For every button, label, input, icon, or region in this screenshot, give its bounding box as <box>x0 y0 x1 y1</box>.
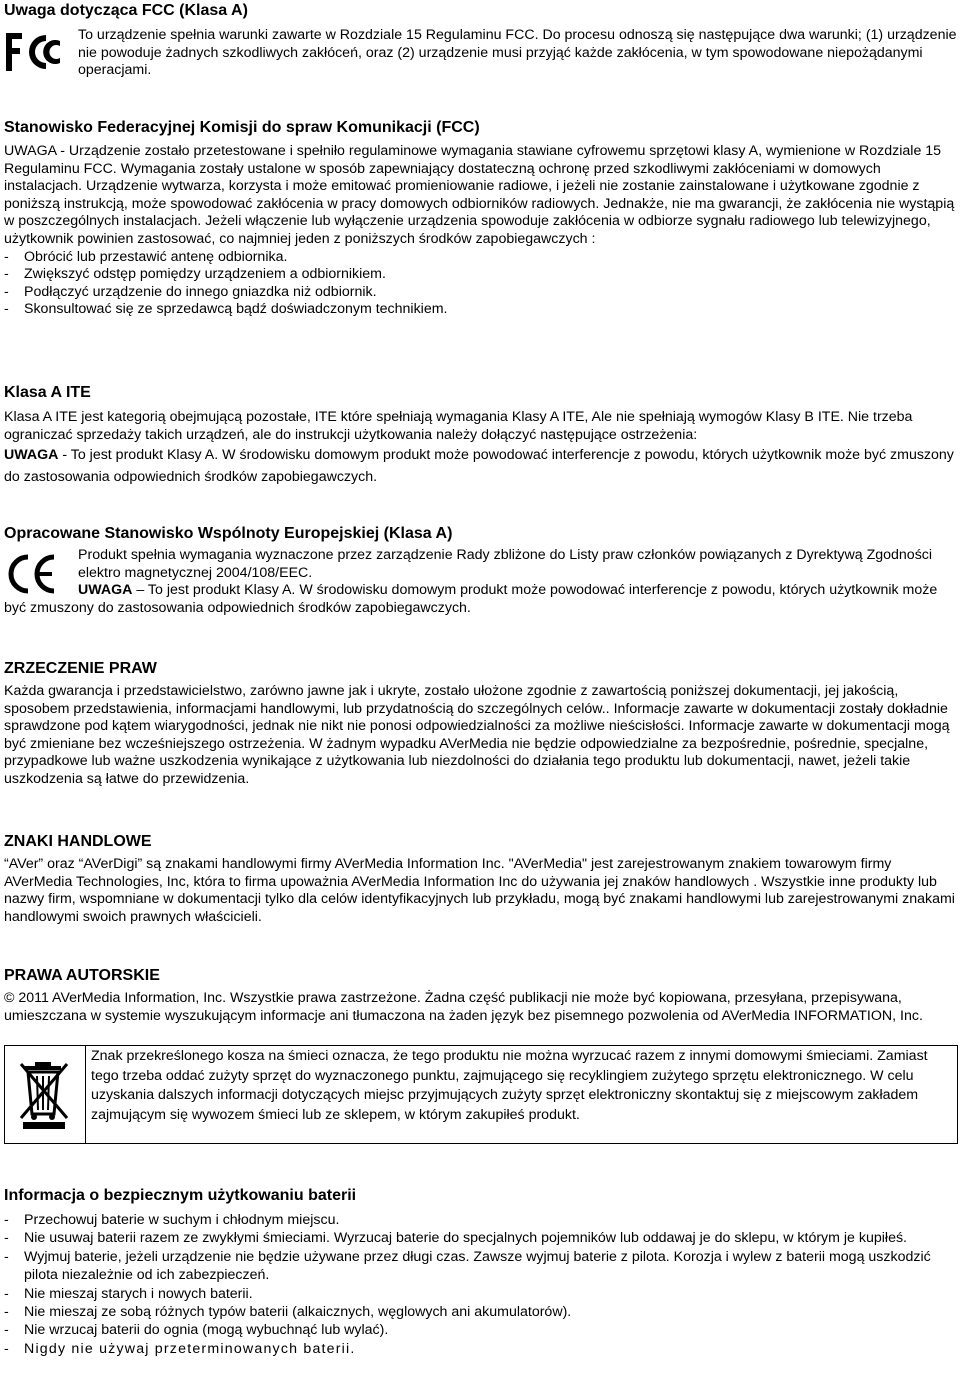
list-item: - Zwiększyć odstęp pomiędzy urządzeniem a odbiornikiem. <box>4 266 386 283</box>
class-a-ite-warning: UWAGA - To jest produkt Klasy A. W środowisku domowym produkt może powodować interferencje z powodu, których użytkownik może być zmuszony do zastosowania odpowiednich środków zapobiegawczych. <box>4 447 954 486</box>
copyright-heading: PRAWA AUTORSKIE <box>4 967 160 984</box>
list-item: - Obrócić lub przestawić antenę odbiornika. <box>4 248 288 265</box>
battery-section <box>4 1186 958 1358</box>
battery-heading: Informacja o bezpiecznym użytkowaniu baterii <box>4 1187 357 1204</box>
trademarks-heading: ZNAKI HANDLOWE <box>4 833 152 850</box>
weee-notice-box <box>4 1045 958 1144</box>
ce-statement-warning: UWAGA – To jest produkt Klasy A. W środowisku domowym produkt może powodować interferencje z powodu, których użytkownik może być zmuszony do zastosowania odpowiednich środków zapobiegawczych. <box>4 582 938 616</box>
ce-statement-text: Produkt spełnia wymagania wyznaczone przez zarządzenie Rady zbliżone do Listy praw członków powiązanych z Dyrektywą Zgodności elektro magnetycznej 2004/108/EEC. <box>78 547 933 581</box>
ce-mark-icon <box>6 554 58 594</box>
warning-label: UWAGA <box>78 582 133 599</box>
trademarks-text: “AVer” oraz “AVerDigi” są znakami handlowymi firmy AVerMedia Information Inc. "AVerMedia" jest zarejestrowanym znakiem towarowym firmy AVerMedia Technologies, Inc, która to firma upoważnia AVerMedia Information Inc do używania jej znaków handlowych . Wszystkie inne produkty lub nazwy firm, wspomniane w dokumentacji tylko dla celów identyfikacyjnych lub przykładu, mogą być znakami handlowymi lub zarejestrowanymi znakami handlowymi swoich prawnych właścicieli. <box>4 856 955 925</box>
fcc-measures-list <box>4 249 958 319</box>
list-item: - Przechowuj baterie w suchym i chłodnym miejscu. <box>4 1212 340 1228</box>
fcc-notice-section <box>4 1 958 80</box>
class-a-ite-text: Klasa A ITE jest kategorią obejmującą pozostałe, ITE które spełniają wymagania Klasy A ITE, Ale nie spełniają wymogów Klasy B ITE. Nie trzeba ograniczać sprzedaży takich urządzeń, ale do instrukcji użytkowania należy dołączyć następujące ostrzeżenia: <box>4 409 913 443</box>
fcc-statement-text: UWAGA - Urządzenie zostało przetestowane i spełniło regulaminowe wymagania stawiane cyfrowemu sprzętowi klasy A, wymienione w Rozdziale 15 Regulaminu FCC. Wymagania zostały ustalone w sposób zapewniający dostateczną ochronę przed szkodliwymi zakłóceniami w domowych instalacjach. Urządzenie wytwarza, korzysta i może emitować promieniowanie radiowe, i jeżeli nie zostanie zainstalowane i użytkowane zgodnie z poniższą instrukcją, może spowodować zakłócenia w pracy domowych odbiorników radiowych. Jednakże, nie ma gwarancji, że zakłócenia nie wystąpią w poszczególnych instalacjach. Jeżeli włączenie lub wyłączenie urządzenia spowoduje zakłócenia w odbiorze sygnału radiowego lub telewizyjnego, użytkownik powinien zastosować, co najmniej jeden z poniższych środków zapobiegawczych : <box>4 143 955 247</box>
warning-label: UWAGA <box>4 447 59 464</box>
copyright-section <box>4 966 958 1025</box>
class-a-ite-heading: Klasa A ITE <box>4 384 91 401</box>
crossed-bin-icon <box>17 1060 71 1130</box>
fcc-statement-heading: Stanowisko Federacyjnej Komisji do spraw Komunikacji (FCC) <box>4 119 480 136</box>
class-a-ite-section <box>4 383 958 488</box>
list-item: - Nie mieszaj ze sobą różnych typów baterii (alkaicznych, węglowych ani akumulatorów). <box>4 1304 572 1321</box>
list-item: - Nie mieszaj starych i nowych baterii. <box>4 1285 253 1302</box>
list-item: - Nie usuwaj baterii razem ze zwykłymi śmieciami. Wyrzucaj baterie do specjalnych pojemników lub oddawaj je do sklepu, w którym je kupiłeś. <box>4 1230 907 1247</box>
list-item: - Wyjmuj baterie, jeżeli urządzenie nie będzie używane przez długi czas. Zawsze wyjmuj baterie z pilota. Korozja i wylew z baterii mogą uszkodzić pilota niezależnie od ich zabezpieczeń. <box>4 1248 931 1284</box>
copyright-text: © 2011 AVerMedia Information, Inc. Wszystkie prawa zastrzeżone. Żadna część publikacji nie może być kopiowana, przesyłana, przepisywana, umieszczana w systemie wyszukującym informacje ani tłumaczona na żaden język bez pisemnego pozwolenia od AVerMedia INFORMATION, Inc. <box>4 990 923 1024</box>
list-item: - Podłączyć urządzenie do innego gniazdka niż odbiornik. <box>4 283 377 300</box>
fcc-logo-icon <box>4 31 62 73</box>
weee-notice-text: Znak przekreślonego kosza na śmieci oznacza, że tego produktu nie można wyrzucać razem z innymi domowymi śmieciami. Zamiast tego trzeba oddać zużyty sprzęt do wyznaczonego punktu, zajmującego się recyklingiem zużytego sprzętu elektronicznego. W celu uzyskania dalszych informacji dotyczących miejsc przyjmujących zużyty sprzęt elektroniczny skontaktuj się z miejscowym zakładem zajmującym się wywozem śmieci lub ze sklepem, w którym zakupiłeś produkt. <box>91 1048 928 1123</box>
fcc-notice-text: To urządzenie spełnia warunki zawarte w Rozdziale 15 Regulaminu FCC. Do procesu odnoszą się następujące dwa warunki; (1) urządzenie nie powoduje żadnych szkodliwych zakłóceń, oraz (2) urządzenie musi przyjąć każde zakłócenia, w tym spowodowane niepożądanymi operacjami. <box>78 27 957 79</box>
disclaimer-text: Każda gwarancja i przedstawicielstwo, zarówno jawne jak i ukryte, zostało ułożone zgodnie z zawartością poniższej dokumentacji, jej jakością, sposobem przedstawienia, informacjami handlowymi, lub przydatnością do szczególnych celów.. Informacje zawarte w dokumentacji zostały dokładnie sprawdzone pod kątem wiarygodności, jednak nie nikt nie ponosi odpowiedzialności za możliwe nieścisłości. Informacje zawarte w dokumentacji mogą być zmieniane bez wcześniejszego ostrzeżenia. W żadnym wypadku AVerMedia nie będzie odpowiedzialne za bezpośrednie, pośrednie, specjalne, przypadkowe lub ważne uszkodzenia wynikające z użytkowania lub niezdolności do działania tego produktu lub dokumentacji, nawet, jeżeli takie uszkodzenia są łatwe do przewidzenia. <box>4 683 950 787</box>
fcc-statement-section <box>4 118 958 319</box>
fcc-notice-heading: Uwaga dotycząca FCC (Klasa A) <box>4 2 248 19</box>
disclaimer-section <box>4 659 958 789</box>
ce-statement-heading: Opracowane Stanowisko Wspólnoty Europejskiej (Klasa A) <box>4 525 453 542</box>
weee-divider <box>85 1046 86 1143</box>
list-item: - Nigdy nie używaj przeterminowanych baterii. <box>4 1340 356 1357</box>
disclaimer-heading: ZRZECZENIE PRAW <box>4 660 157 677</box>
battery-list <box>4 1211 958 1358</box>
list-item: - Nie wrzucaj baterii do ognia (mogą wybuchnąć lub wylać). <box>4 1322 389 1339</box>
trademarks-section <box>4 832 958 926</box>
list-item: - Skonsultować się ze sprzedawcą bądź doświadczonym technikiem. <box>4 301 448 318</box>
ce-statement-section <box>4 524 958 617</box>
